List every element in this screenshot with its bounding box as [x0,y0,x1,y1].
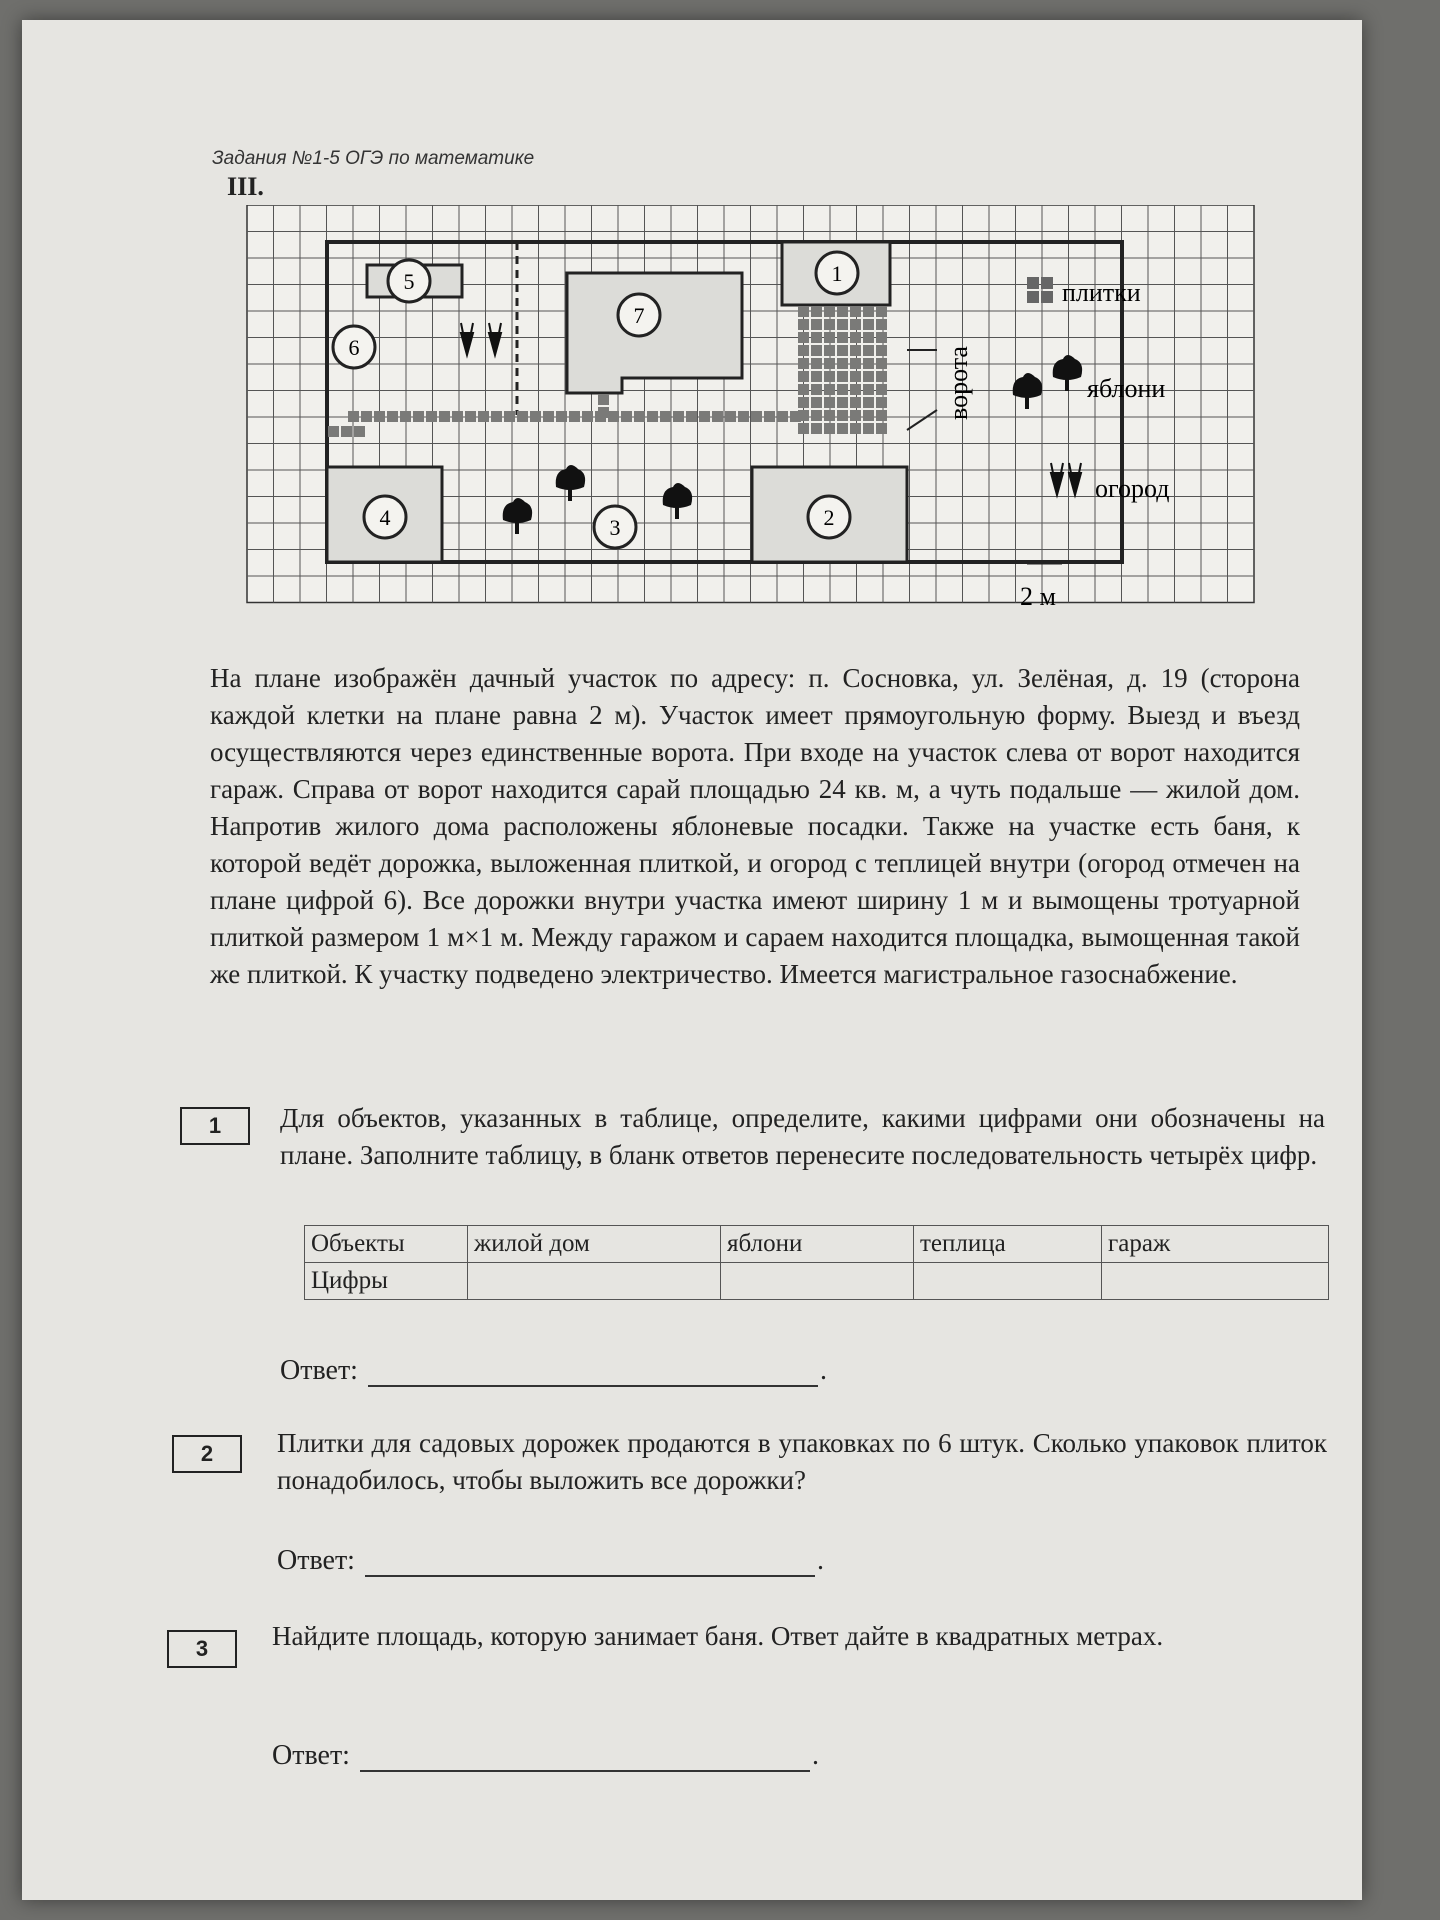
tile [876,410,887,421]
tile [837,306,848,317]
answer-3 [272,1740,819,1772]
tile [354,426,365,437]
tile [863,371,874,382]
task-number-box-1: 1 [180,1107,250,1145]
tile [811,332,822,343]
tile [647,411,658,422]
tile [876,423,887,434]
tile [811,384,822,395]
page-header: Задания №1-5 ОГЭ по математике [212,148,535,169]
building-7 [567,273,742,393]
tile [530,411,541,422]
object-label-6: 6 [348,335,360,360]
tile [811,306,822,317]
tile [798,358,809,369]
answer-1 [280,1355,827,1387]
tile [738,411,749,422]
tile [608,411,619,422]
tile [811,345,822,356]
objects-table [304,1225,1329,1300]
table-cell-apple[interactable] [721,1263,914,1300]
tile [798,397,809,408]
tile [837,358,848,369]
object-marker-7 [618,294,660,336]
worksheet-page [22,20,1362,1900]
tile [556,411,567,422]
table-col-greenhouse: теплица [914,1226,1102,1263]
answer-2 [277,1545,824,1577]
task-3-text: Найдите площадь, которую занимает баня. Ответ дайте в квадратных метрах. [272,1621,1164,1651]
tile [569,411,580,422]
answer-3-dot: . [811,1740,819,1771]
tile [725,411,736,422]
tile [811,410,822,421]
tile [850,358,861,369]
tile [598,407,609,418]
tile [876,332,887,343]
tile [837,384,848,395]
table-cell-garage[interactable] [1102,1263,1329,1300]
section-number: III. [227,172,264,201]
object-label-4: 4 [379,505,391,530]
tile [824,410,835,421]
tile [504,411,515,422]
object-marker-2 [808,496,850,538]
tile [850,332,861,343]
tile [850,397,861,408]
tile [517,411,528,422]
answer-2-dot: . [816,1545,824,1576]
tile [811,397,822,408]
tile [876,306,887,317]
tile [824,332,835,343]
object-marker-3 [594,506,636,548]
task-number-box-3: 3 [167,1630,237,1668]
object-label-5: 5 [403,269,415,294]
tile [850,345,861,356]
tile [465,411,476,422]
tile [426,411,437,422]
tile [798,384,809,395]
tile [876,358,887,369]
object-label-2: 2 [823,505,835,530]
answer-1-field[interactable] [368,1357,818,1387]
tile [837,371,848,382]
table-header-digits: Цифры [305,1263,468,1300]
object-label-7: 7 [633,303,645,328]
tile [798,306,809,317]
table-cell-greenhouse[interactable] [914,1263,1102,1300]
table-col-house: жилой дом [468,1226,721,1263]
problem-description: На плане изображён дачный участок по адресу: п. Сосновка, ул. Зелёная, д. 19 (сторона каждой клетки на плане равна 2 м). Участок имеет прямоугольную форму. Выезд и въезд осуществляются через единственные ворота. При входе на участок слева от ворот находится гараж. Справа от ворот находится сарай площадью 24 кв. м, а чуть подальше — жилой дом. Напротив жилого дома расположены яблоневые посадки. Также на участке есть баня, к которой ведёт дорожка, выложенная плиткой, и огород с теплицей внутри (огород отмечен на плане цифрой 6). Все дорожки внутри участка имеют ширину 1 м и вымощены тротуарной плиткой размером 1 м×1 м. Между гаражом и сараем находится площадка, вымощенная такой же плиткой. К участку подведено электричество. Имеется магистральное газоснабжение. [210,663,1300,989]
scale-label: 2 м [1020,582,1056,611]
tile [876,384,887,395]
tile [850,371,861,382]
tile [863,319,874,330]
tile [863,397,874,408]
tile [811,371,822,382]
tile [863,358,874,369]
object-marker-1 [816,252,858,294]
tile [374,411,385,422]
tile [850,423,861,434]
tile [824,319,835,330]
tile [863,423,874,434]
tile [673,411,684,422]
tile [751,411,762,422]
tile [850,319,861,330]
answer-3-label: Ответ: [272,1740,350,1771]
legend-garden: огород [1095,474,1170,503]
answer-2-field[interactable] [365,1547,815,1577]
tile [798,345,809,356]
tile [824,306,835,317]
tile [811,319,822,330]
tile [837,397,848,408]
tile [811,423,822,434]
tile [712,411,723,422]
tile [621,411,632,422]
tile [837,319,848,330]
tile [361,411,372,422]
tile [837,410,848,421]
tile [863,410,874,421]
tile [582,411,593,422]
object-label-3: 3 [609,515,621,540]
tile [824,397,835,408]
tile [798,423,809,434]
tile [850,306,861,317]
tile [660,411,671,422]
tile [876,397,887,408]
tile [387,411,398,422]
tile [850,410,861,421]
tile [634,411,645,422]
tile [439,411,450,422]
task-2-text: Плитки для садовых дорожек продаются в упаковках по 6 штук. Сколько упаковок плиток понадобилось, чтобы выложить все дорожки? [277,1428,1327,1495]
table-col-apple: яблони [721,1226,914,1263]
tile [798,319,809,330]
tile [824,345,835,356]
site-plan [237,205,1277,640]
tile [824,371,835,382]
table-row [305,1263,1329,1300]
tile [824,423,835,434]
tile [543,411,554,422]
tile [863,332,874,343]
tile [777,411,788,422]
table-cell-house[interactable] [468,1263,721,1300]
tile [876,371,887,382]
legend-apple-trees: яблони [1087,374,1166,403]
answer-3-field[interactable] [360,1742,810,1772]
tile [850,384,861,395]
answer-1-label: Ответ: [280,1355,358,1386]
answer-2-label: Ответ: [277,1545,355,1576]
table-col-garage: гараж [1102,1226,1329,1263]
tile [863,384,874,395]
tile [863,345,874,356]
tile [764,411,775,422]
answer-1-dot: . [819,1355,827,1386]
tile [341,426,352,437]
task-number-box-2: 2 [172,1435,242,1473]
tile [824,384,835,395]
object-label-1: 1 [831,261,843,286]
tile [491,411,502,422]
tile [699,411,710,422]
tile [598,394,609,405]
tile [876,319,887,330]
tile [413,411,424,422]
tile [798,332,809,343]
tile [837,345,848,356]
tile [348,411,359,422]
tile [837,423,848,434]
plan-svg [237,205,1277,635]
tile [837,332,848,343]
tile [400,411,411,422]
tile [824,358,835,369]
tile [686,411,697,422]
table-header-objects: Объекты [305,1226,468,1263]
tile [452,411,463,422]
object-marker-6 [333,326,375,368]
tile [798,410,809,421]
tile [798,371,809,382]
table-row [305,1226,1329,1263]
legend-tiles: плитки [1062,278,1141,307]
tile [876,345,887,356]
object-marker-4 [364,496,406,538]
tile [863,306,874,317]
task-1-text: Для объектов, указанных в таблице, определите, какими цифрами они обозначены на плане. Заполните таблицу, в бланк ответов перенесите последовательность четырёх цифр. [280,1103,1325,1170]
tile [811,358,822,369]
gate-label: ворота [944,346,973,420]
tile [328,426,339,437]
tile [478,411,489,422]
object-marker-5 [388,260,430,302]
